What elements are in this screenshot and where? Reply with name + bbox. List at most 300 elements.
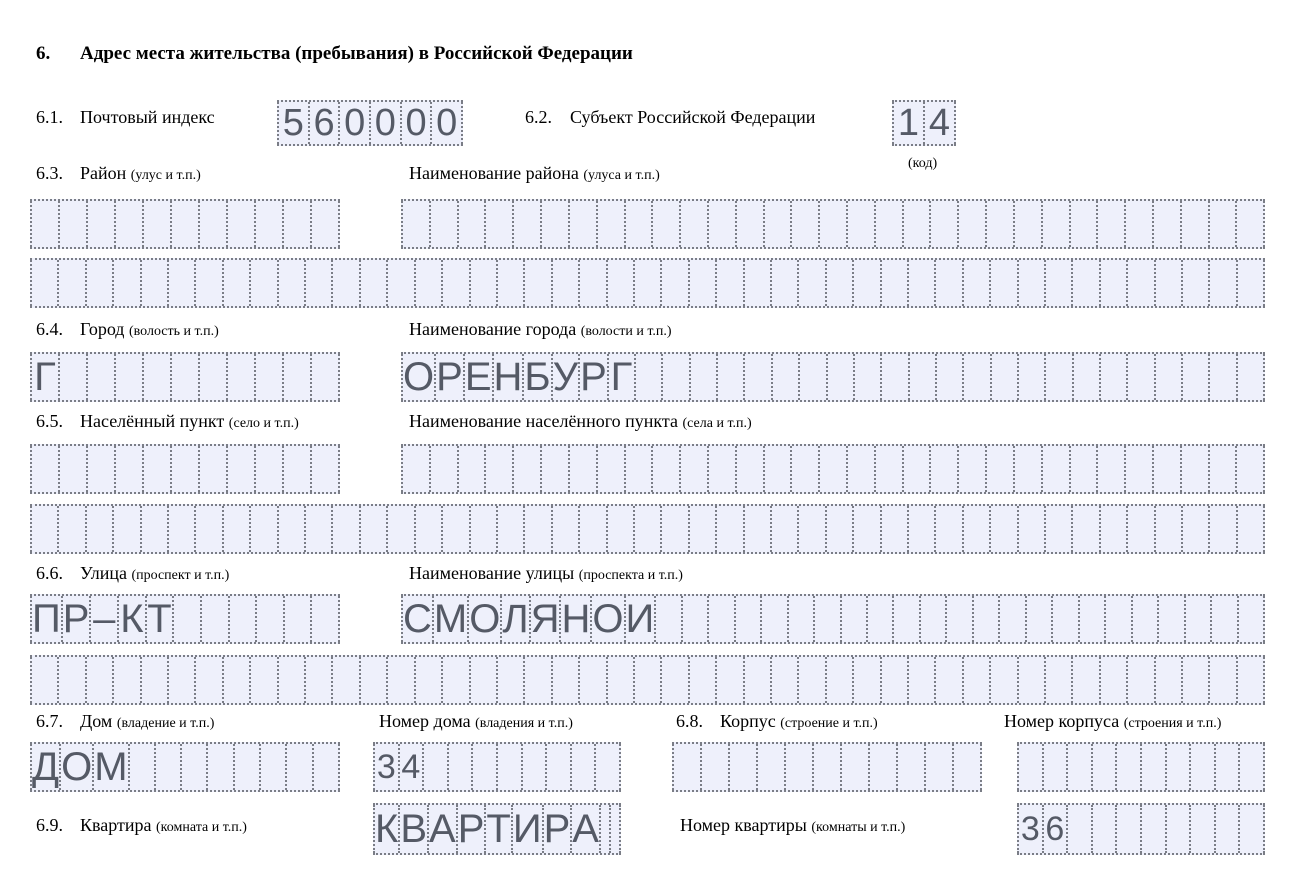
char-cell[interactable]: [690, 657, 717, 703]
char-cell[interactable]: [1216, 744, 1241, 790]
char-cell[interactable]: [1156, 354, 1183, 400]
char-cell[interactable]: [1019, 260, 1046, 306]
char-cell[interactable]: –: [91, 596, 119, 642]
char-cell[interactable]: [954, 744, 982, 790]
char-cell[interactable]: [200, 201, 228, 247]
char-cell[interactable]: [202, 596, 230, 642]
char-cell[interactable]: [690, 506, 717, 552]
char-cell[interactable]: [717, 260, 744, 306]
char-cell[interactable]: [987, 201, 1015, 247]
char-cell[interactable]: [388, 260, 415, 306]
char-cell[interactable]: [904, 201, 932, 247]
char-cell[interactable]: [156, 744, 182, 790]
char-cell[interactable]: [224, 260, 251, 306]
char-cell[interactable]: [1101, 657, 1128, 703]
char-cell[interactable]: [765, 201, 793, 247]
char-cell[interactable]: [196, 260, 223, 306]
char-cell[interactable]: [681, 446, 709, 492]
char-cell[interactable]: [681, 201, 709, 247]
char-cell[interactable]: [30, 657, 59, 703]
char-cell[interactable]: [388, 506, 415, 552]
char-cell[interactable]: [306, 657, 333, 703]
char-cell[interactable]: Р: [543, 807, 571, 851]
char-cell[interactable]: [1106, 596, 1132, 642]
char-cell[interactable]: [1046, 506, 1073, 552]
char-cell[interactable]: [553, 657, 580, 703]
char-cell[interactable]: [431, 201, 459, 247]
district-name-continuation-field[interactable]: [30, 258, 1265, 308]
char-cell[interactable]: Г: [30, 354, 60, 400]
char-cell[interactable]: [848, 446, 876, 492]
char-cell[interactable]: [114, 506, 141, 552]
char-cell[interactable]: [870, 744, 898, 790]
char-cell[interactable]: [1068, 744, 1093, 790]
char-cell[interactable]: [279, 260, 306, 306]
char-cell[interactable]: [1182, 446, 1210, 492]
char-cell[interactable]: [1210, 201, 1238, 247]
char-cell[interactable]: И: [512, 807, 542, 851]
char-cell[interactable]: [828, 354, 855, 400]
char-cell[interactable]: [1053, 596, 1079, 642]
char-cell[interactable]: [443, 506, 470, 552]
char-cell[interactable]: [1237, 446, 1265, 492]
char-cell[interactable]: [471, 506, 498, 552]
char-cell[interactable]: [653, 201, 681, 247]
char-cell[interactable]: [1212, 596, 1238, 642]
char-cell[interactable]: [1240, 744, 1265, 790]
char-cell[interactable]: [672, 744, 702, 790]
char-cell[interactable]: [786, 744, 814, 790]
char-cell[interactable]: Р: [457, 807, 485, 851]
char-cell[interactable]: [608, 260, 635, 306]
char-cell[interactable]: [1156, 506, 1183, 552]
char-cell[interactable]: [842, 596, 868, 642]
char-cell[interactable]: [931, 201, 959, 247]
char-cell[interactable]: [1210, 354, 1237, 400]
char-cell[interactable]: [626, 446, 654, 492]
char-cell[interactable]: [709, 596, 735, 642]
char-cell[interactable]: [1210, 506, 1237, 552]
char-cell[interactable]: [1183, 354, 1210, 400]
char-cell[interactable]: [1133, 596, 1159, 642]
char-cell[interactable]: [580, 657, 607, 703]
char-cell[interactable]: [449, 744, 474, 790]
char-cell[interactable]: [200, 446, 228, 492]
char-cell[interactable]: [709, 201, 737, 247]
char-cell[interactable]: [1238, 506, 1265, 552]
char-cell[interactable]: [1167, 744, 1192, 790]
char-cell[interactable]: О: [592, 597, 624, 641]
char-cell[interactable]: [598, 201, 626, 247]
char-cell[interactable]: [1128, 260, 1155, 306]
char-cell[interactable]: [1183, 506, 1210, 552]
char-cell[interactable]: [1043, 201, 1071, 247]
char-cell[interactable]: [1183, 260, 1210, 306]
char-cell[interactable]: [169, 506, 196, 552]
char-cell[interactable]: [1142, 744, 1167, 790]
char-cell[interactable]: 5: [277, 102, 310, 144]
char-cell[interactable]: [1216, 805, 1241, 853]
char-cell[interactable]: [662, 260, 689, 306]
char-cell[interactable]: [114, 657, 141, 703]
char-cell[interactable]: [1182, 201, 1210, 247]
char-cell[interactable]: [909, 260, 936, 306]
char-cell[interactable]: О: [403, 355, 435, 399]
char-cell[interactable]: [745, 260, 772, 306]
char-cell[interactable]: 0: [432, 102, 463, 144]
char-cell[interactable]: [854, 260, 881, 306]
char-cell[interactable]: К: [119, 596, 147, 642]
char-cell[interactable]: [401, 446, 431, 492]
char-cell[interactable]: [312, 354, 340, 400]
char-cell[interactable]: [486, 201, 514, 247]
char-cell[interactable]: [228, 446, 256, 492]
char-cell[interactable]: У: [552, 355, 579, 399]
char-cell[interactable]: [471, 657, 498, 703]
char-cell[interactable]: [737, 201, 765, 247]
char-cell[interactable]: [1093, 744, 1118, 790]
char-cell[interactable]: [691, 354, 718, 400]
char-cell[interactable]: [854, 657, 881, 703]
char-cell[interactable]: [333, 657, 360, 703]
char-cell[interactable]: [431, 446, 459, 492]
char-cell[interactable]: [1128, 354, 1155, 400]
char-cell[interactable]: [30, 446, 60, 492]
char-cell[interactable]: [909, 657, 936, 703]
char-cell[interactable]: [514, 446, 542, 492]
char-cell[interactable]: [1044, 744, 1069, 790]
char-cell[interactable]: [256, 446, 284, 492]
char-cell[interactable]: Т: [147, 596, 175, 642]
char-cell[interactable]: [471, 260, 498, 306]
char-cell[interactable]: [542, 446, 570, 492]
char-cell[interactable]: [498, 744, 523, 790]
char-cell[interactable]: [827, 260, 854, 306]
char-cell[interactable]: [855, 354, 882, 400]
char-cell[interactable]: [1238, 260, 1265, 306]
char-cell[interactable]: [570, 446, 598, 492]
char-cell[interactable]: [959, 201, 987, 247]
char-cell[interactable]: [443, 657, 470, 703]
char-cell[interactable]: [636, 354, 663, 400]
char-cell[interactable]: [1191, 805, 1216, 853]
char-cell[interactable]: [773, 354, 800, 400]
char-cell[interactable]: [312, 596, 340, 642]
char-cell[interactable]: [1015, 446, 1043, 492]
char-cell[interactable]: [361, 260, 388, 306]
char-cell[interactable]: Н: [561, 597, 591, 641]
char-cell[interactable]: Д: [32, 745, 60, 789]
char-cell[interactable]: [580, 506, 607, 552]
char-cell[interactable]: [1117, 744, 1142, 790]
char-cell[interactable]: А: [429, 807, 456, 851]
char-cell[interactable]: [894, 596, 920, 642]
char-cell[interactable]: [523, 744, 548, 790]
char-cell[interactable]: Н: [493, 355, 523, 399]
char-cell[interactable]: [312, 201, 340, 247]
char-cell[interactable]: [736, 596, 762, 642]
postal-code-field[interactable]: [277, 100, 463, 146]
char-cell[interactable]: [130, 744, 156, 790]
char-cell[interactable]: [992, 354, 1019, 400]
char-cell[interactable]: Г: [609, 354, 636, 400]
settlement-name-field[interactable]: [401, 444, 1265, 494]
char-cell[interactable]: 4: [400, 744, 425, 790]
char-cell[interactable]: [169, 657, 196, 703]
char-cell[interactable]: И: [625, 597, 655, 641]
char-cell[interactable]: [820, 201, 848, 247]
char-cell[interactable]: [737, 446, 765, 492]
char-cell[interactable]: [333, 506, 360, 552]
char-cell[interactable]: 6: [310, 102, 341, 144]
char-cell[interactable]: [1101, 506, 1128, 552]
char-cell[interactable]: [1098, 201, 1126, 247]
char-cell[interactable]: 0: [371, 102, 402, 144]
char-cell[interactable]: [87, 506, 114, 552]
char-cell[interactable]: [882, 260, 909, 306]
char-cell[interactable]: [718, 354, 745, 400]
char-cell[interactable]: П: [32, 597, 61, 641]
char-cell[interactable]: [601, 805, 611, 853]
char-cell[interactable]: М: [433, 597, 468, 641]
char-cell[interactable]: [936, 506, 963, 552]
char-cell[interactable]: [974, 596, 1000, 642]
char-cell[interactable]: [1126, 201, 1154, 247]
char-cell[interactable]: Р: [436, 355, 463, 399]
building-number-field[interactable]: [1017, 742, 1265, 792]
char-cell[interactable]: С: [403, 597, 432, 641]
char-cell[interactable]: [1186, 596, 1212, 642]
char-cell[interactable]: [656, 596, 682, 642]
char-cell[interactable]: [30, 260, 59, 306]
char-cell[interactable]: [174, 596, 202, 642]
char-cell[interactable]: [827, 506, 854, 552]
char-cell[interactable]: А: [572, 807, 599, 851]
char-cell[interactable]: [388, 657, 415, 703]
char-cell[interactable]: [876, 201, 904, 247]
char-cell[interactable]: [1071, 446, 1099, 492]
char-cell[interactable]: [964, 657, 991, 703]
house-type-field[interactable]: [30, 742, 340, 792]
char-cell[interactable]: [882, 354, 909, 400]
char-cell[interactable]: [59, 260, 86, 306]
char-cell[interactable]: [987, 446, 1015, 492]
char-cell[interactable]: [608, 506, 635, 552]
char-cell[interactable]: [792, 446, 820, 492]
char-cell[interactable]: М: [94, 745, 128, 789]
street-name-continuation-field[interactable]: [30, 655, 1265, 705]
char-cell[interactable]: [542, 201, 570, 247]
street-name-field[interactable]: [401, 594, 1265, 644]
char-cell[interactable]: [1156, 657, 1183, 703]
char-cell[interactable]: [926, 744, 954, 790]
char-cell[interactable]: [772, 657, 799, 703]
char-cell[interactable]: [525, 260, 552, 306]
char-cell[interactable]: [224, 657, 251, 703]
char-cell[interactable]: [596, 744, 621, 790]
char-cell[interactable]: [424, 744, 449, 790]
char-cell[interactable]: 6: [1044, 805, 1069, 853]
char-cell[interactable]: 1: [892, 102, 925, 144]
char-cell[interactable]: [196, 657, 223, 703]
char-cell[interactable]: [88, 201, 116, 247]
char-cell[interactable]: [228, 201, 256, 247]
char-cell[interactable]: [792, 201, 820, 247]
char-cell[interactable]: [416, 506, 443, 552]
char-cell[interactable]: [814, 744, 842, 790]
char-cell[interactable]: [486, 446, 514, 492]
char-cell[interactable]: [1210, 446, 1238, 492]
char-cell[interactable]: [142, 506, 169, 552]
region-code-field[interactable]: [892, 100, 956, 146]
char-cell[interactable]: [1017, 744, 1044, 790]
char-cell[interactable]: [1019, 354, 1046, 400]
char-cell[interactable]: [142, 260, 169, 306]
char-cell[interactable]: [285, 596, 313, 642]
city-name-field[interactable]: [401, 352, 1265, 402]
char-cell[interactable]: [635, 506, 662, 552]
char-cell[interactable]: [230, 596, 258, 642]
char-cell[interactable]: [1239, 596, 1265, 642]
char-cell[interactable]: [525, 506, 552, 552]
char-cell[interactable]: [114, 260, 141, 306]
char-cell[interactable]: [88, 354, 116, 400]
char-cell[interactable]: [947, 596, 973, 642]
char-cell[interactable]: [416, 657, 443, 703]
char-cell[interactable]: [709, 446, 737, 492]
char-cell[interactable]: К: [375, 807, 399, 851]
char-cell[interactable]: [1237, 201, 1265, 247]
char-cell[interactable]: [772, 260, 799, 306]
char-cell[interactable]: [284, 201, 312, 247]
char-cell[interactable]: [287, 744, 313, 790]
char-cell[interactable]: [1093, 805, 1118, 853]
char-cell[interactable]: [799, 657, 826, 703]
char-cell[interactable]: [1240, 805, 1265, 853]
char-cell[interactable]: [1019, 506, 1046, 552]
char-cell[interactable]: [59, 506, 86, 552]
house-number-field[interactable]: [373, 742, 621, 792]
char-cell[interactable]: [765, 446, 793, 492]
char-cell[interactable]: [459, 446, 487, 492]
char-cell[interactable]: [144, 446, 172, 492]
char-cell[interactable]: [498, 506, 525, 552]
char-cell[interactable]: [1027, 596, 1053, 642]
char-cell[interactable]: 4: [925, 102, 956, 144]
char-cell[interactable]: [87, 657, 114, 703]
char-cell[interactable]: [59, 657, 86, 703]
char-cell[interactable]: [361, 657, 388, 703]
char-cell[interactable]: [314, 744, 340, 790]
char-cell[interactable]: [1074, 354, 1101, 400]
char-cell[interactable]: [876, 446, 904, 492]
char-cell[interactable]: Л: [502, 597, 529, 641]
char-cell[interactable]: [279, 657, 306, 703]
char-cell[interactable]: [991, 657, 1018, 703]
char-cell[interactable]: [87, 260, 114, 306]
char-cell[interactable]: [1019, 657, 1046, 703]
settlement-type-field[interactable]: [30, 444, 340, 494]
char-cell[interactable]: [172, 201, 200, 247]
char-cell[interactable]: Б: [524, 355, 551, 399]
char-cell[interactable]: [910, 354, 937, 400]
char-cell[interactable]: [284, 354, 312, 400]
char-cell[interactable]: [717, 657, 744, 703]
char-cell[interactable]: [745, 354, 772, 400]
char-cell[interactable]: [991, 506, 1018, 552]
char-cell[interactable]: [312, 446, 340, 492]
char-cell[interactable]: [799, 260, 826, 306]
district-type-field[interactable]: [30, 199, 340, 249]
char-cell[interactable]: [306, 506, 333, 552]
char-cell[interactable]: [1068, 805, 1093, 853]
char-cell[interactable]: [1073, 506, 1100, 552]
char-cell[interactable]: [1238, 354, 1265, 400]
char-cell[interactable]: [182, 744, 208, 790]
char-cell[interactable]: [848, 201, 876, 247]
char-cell[interactable]: О: [61, 745, 93, 789]
char-cell[interactable]: [1098, 446, 1126, 492]
char-cell[interactable]: [789, 596, 815, 642]
char-cell[interactable]: [762, 596, 788, 642]
char-cell[interactable]: [1210, 260, 1237, 306]
char-cell[interactable]: 3: [373, 744, 400, 790]
char-cell[interactable]: [991, 260, 1018, 306]
char-cell[interactable]: [553, 506, 580, 552]
char-cell[interactable]: [1046, 354, 1073, 400]
char-cell[interactable]: [745, 657, 772, 703]
char-cell[interactable]: [1210, 657, 1237, 703]
char-cell[interactable]: [228, 354, 256, 400]
char-cell[interactable]: 0: [340, 102, 371, 144]
char-cell[interactable]: [936, 260, 963, 306]
char-cell[interactable]: [279, 506, 306, 552]
char-cell[interactable]: [1080, 596, 1106, 642]
char-cell[interactable]: [570, 201, 598, 247]
char-cell[interactable]: [60, 446, 88, 492]
char-cell[interactable]: [1154, 201, 1182, 247]
char-cell[interactable]: [208, 744, 234, 790]
char-cell[interactable]: [514, 201, 542, 247]
char-cell[interactable]: [1046, 657, 1073, 703]
char-cell[interactable]: [898, 744, 926, 790]
char-cell[interactable]: [1101, 260, 1128, 306]
char-cell[interactable]: [653, 446, 681, 492]
char-cell[interactable]: [904, 446, 932, 492]
char-cell[interactable]: [459, 201, 487, 247]
char-cell[interactable]: [142, 657, 169, 703]
char-cell[interactable]: [251, 657, 278, 703]
char-cell[interactable]: [251, 506, 278, 552]
char-cell[interactable]: [662, 657, 689, 703]
char-cell[interactable]: [964, 506, 991, 552]
char-cell[interactable]: [572, 744, 597, 790]
char-cell[interactable]: [553, 260, 580, 306]
char-cell[interactable]: [172, 354, 200, 400]
char-cell[interactable]: [498, 260, 525, 306]
char-cell[interactable]: [964, 354, 991, 400]
char-cell[interactable]: [909, 506, 936, 552]
char-cell[interactable]: [868, 596, 894, 642]
char-cell[interactable]: [144, 354, 172, 400]
char-cell[interactable]: [261, 744, 287, 790]
char-cell[interactable]: [251, 260, 278, 306]
district-name-field[interactable]: [401, 199, 1265, 249]
char-cell[interactable]: [921, 596, 947, 642]
char-cell[interactable]: [306, 260, 333, 306]
char-cell[interactable]: [745, 506, 772, 552]
char-cell[interactable]: [200, 354, 228, 400]
